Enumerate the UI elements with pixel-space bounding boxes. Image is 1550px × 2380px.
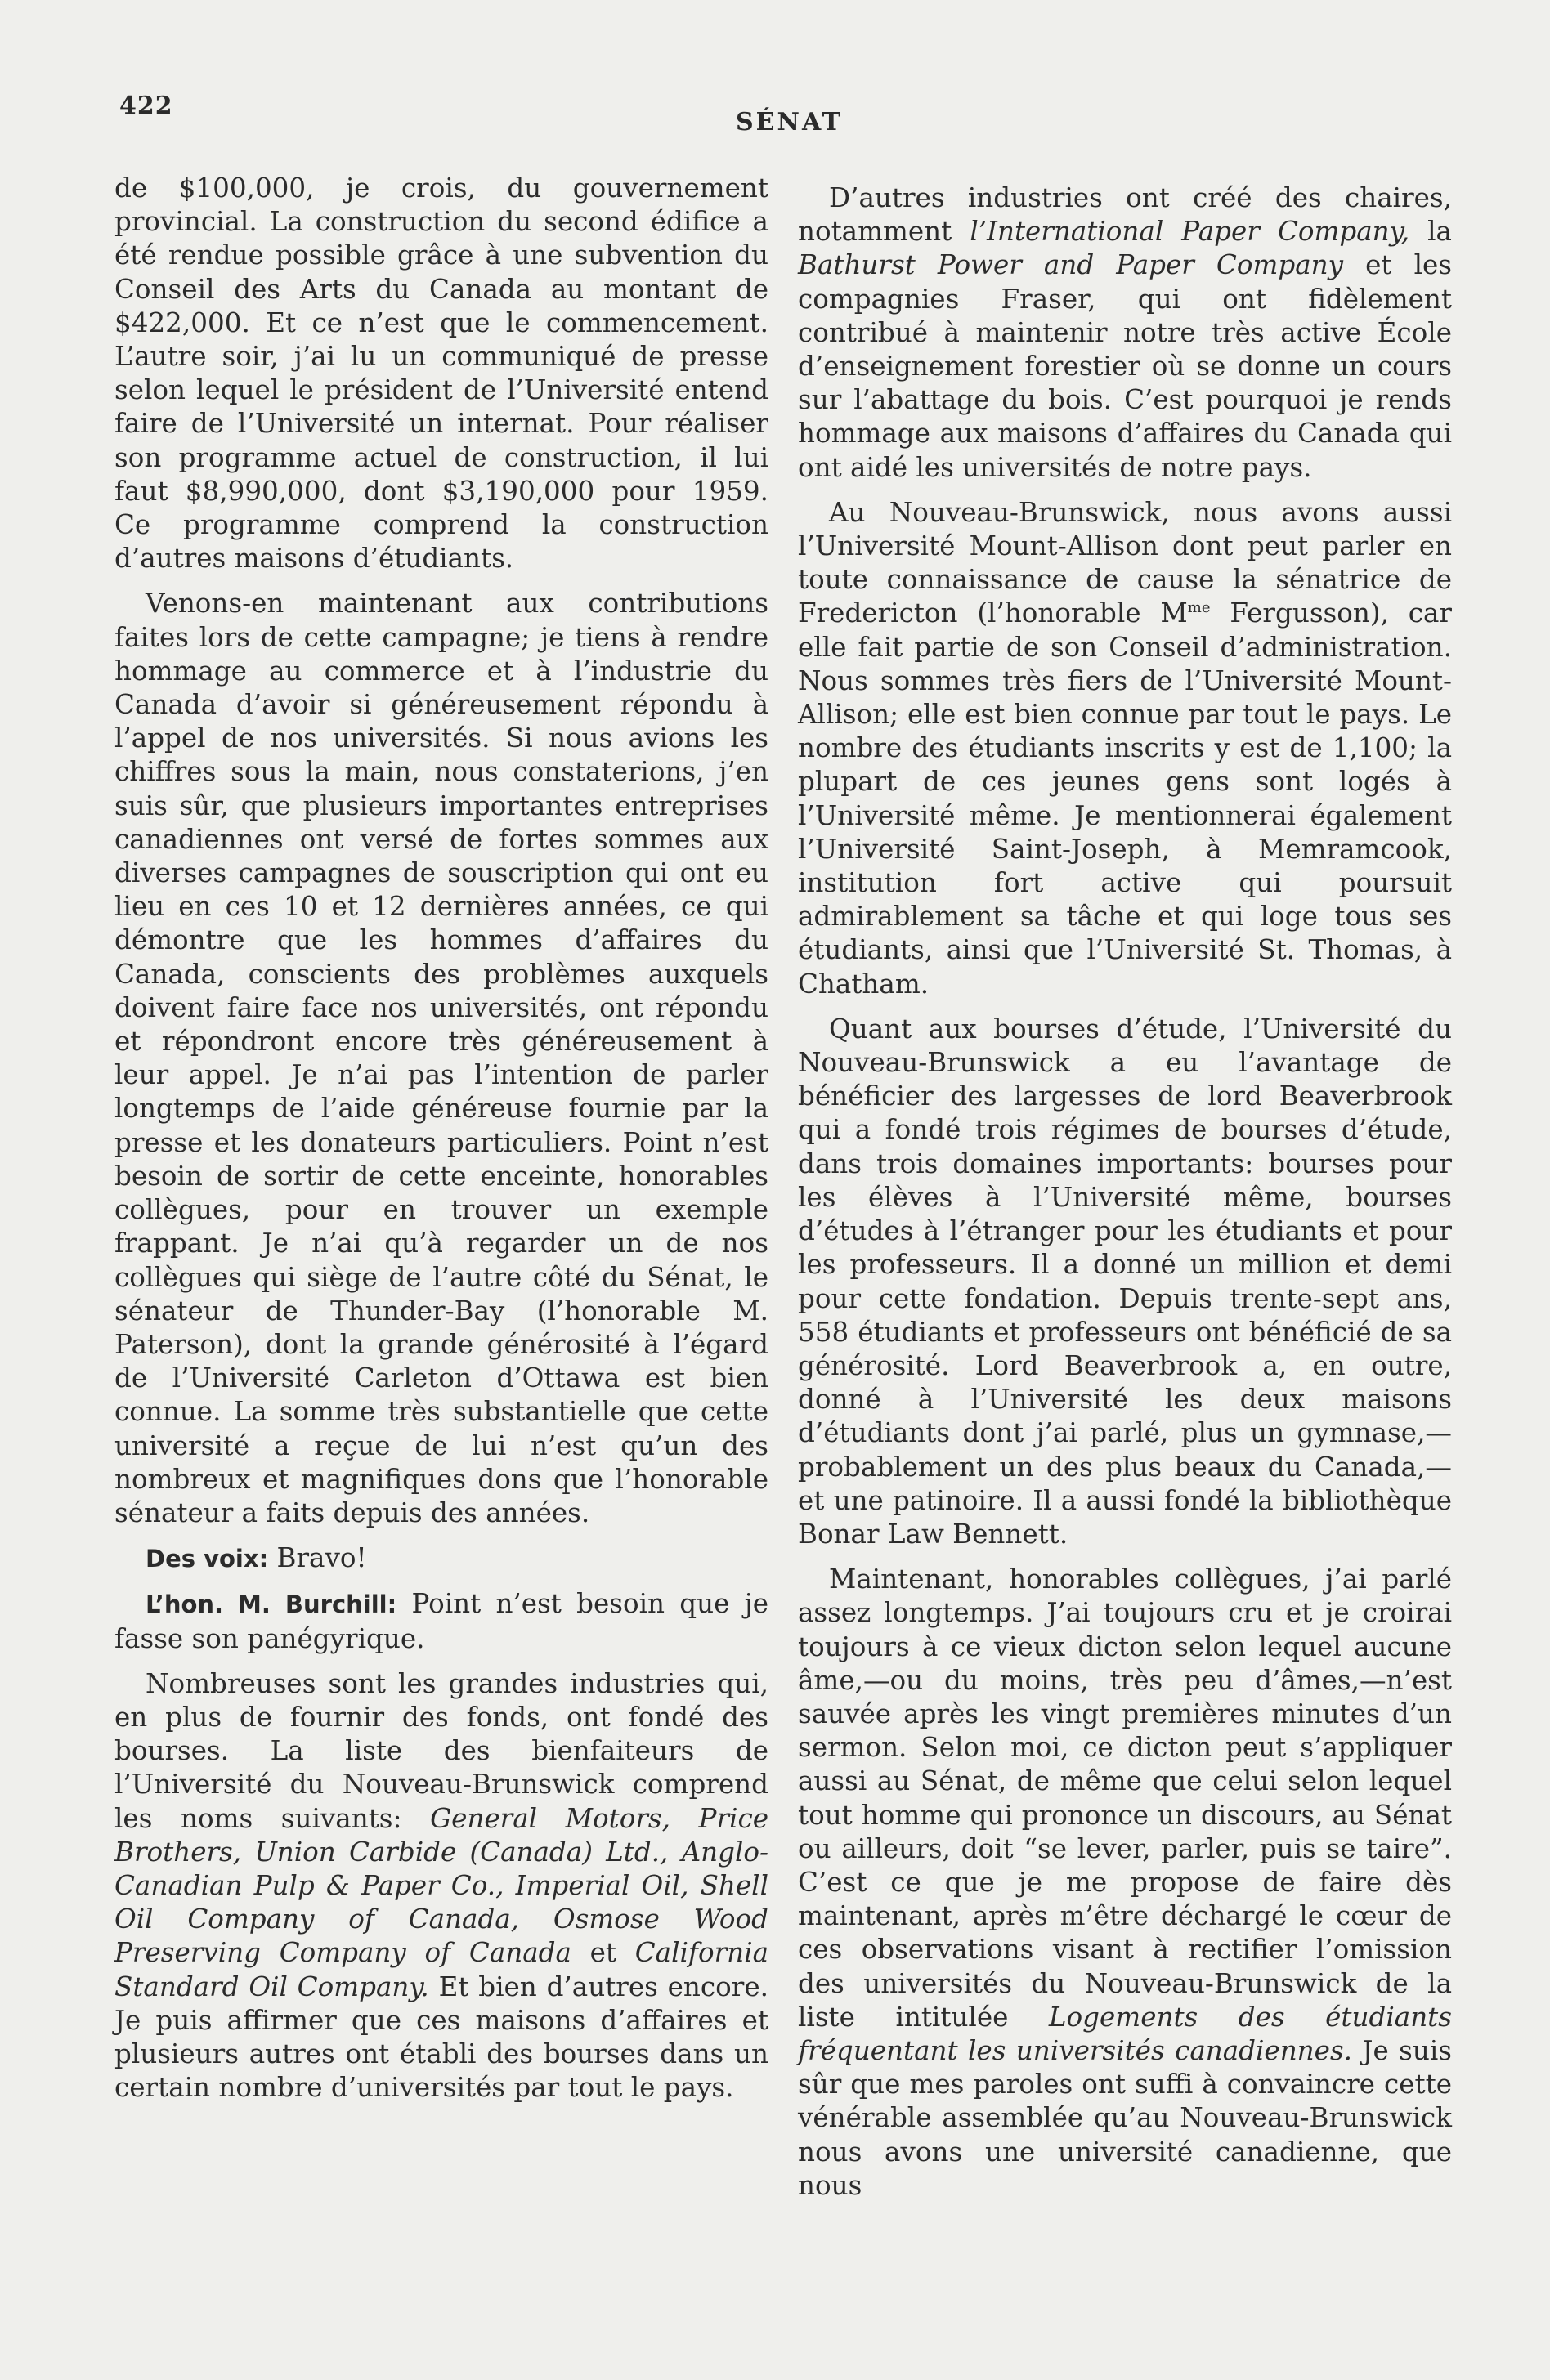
company-name: California Standard Oil Company. bbox=[114, 1937, 768, 2002]
paragraph: Venons-en maintenant aux contributions faites lors de cette campagne; je tiens à rendre hommage au commerce et à l’industrie du Canada d’avoir si généreusement répondu à l’appel de nos universités. Si nous avions les chiffres sous la main, nous constaterions, j’en suis sûr, que plusieurs importantes entreprises canadiennes ont versé de fortes sommes aux diverses campagnes de souscription qui ont eu lieu en ces 10 et 12 dernières années, ce qui démontre que les hommes d’affaires du Canada, conscients des problèmes auxquels doivent faire face nos universités, ont répondu et répondront encore très généreusement à leur appel. Je n’ai pas l’intention de parler longtemps de l’aide généreuse fournie par la presse et les donateurs particuliers. Point n’est besoin de sortir de cette enceinte, honorables collègues, pour en trouver un exemple frappant. Je n’ai qu’à regarder un de nos collègues qui siège de l’autre côté du Sénat, le sénateur de Thunder-Bay (l’honorable M. Paterson), dont la grande générosité à l’égard de l’Université Carleton d’Ottawa est bien connue. La somme très substantielle que cette université a reçue de lui n’est qu’un des nombreux et magnifiques dons que l’honorable sénateur a faits depuis des années. bbox=[114, 588, 768, 1528]
speech-text: Point n’est besoin que je fasse son panégyrique. bbox=[114, 1588, 768, 1654]
list-title: Logements des étudiants fréquentant les universités canadiennes. bbox=[798, 2001, 1452, 2066]
text-run: Et bien d’autres encore. Je puis affirmer que ces maisons d’affaires et plusieurs autres ont établi des bourses dans un certain nombre d’universités par tout le pays. bbox=[114, 1971, 768, 2104]
paragraph bbox=[114, 1587, 768, 1655]
paragraph: Quant aux bourses d’étude, l’Université du Nouveau-Brunswick a eu l’avantage de bénéficier des largesses de lord Beaverbrook qui a fondé trois régimes de bourses d’étude, dans trois domaines importants: bourses pour les élèves à l’Université même, bourses d’études à l’étranger pour les étudiants et pour les professeurs. Il a donné un million et demi pour cette fondation. Depuis trente-sept ans, 558 étudiants et professeurs ont bénéficié de sa générosité. Lord Beaverbrook a, en outre, donné à l’Université les deux maisons d’étudiants dont j’ai parlé, plus un gymnase,—probablement un des plus beaux du Canada,—et une patinoire. Il a aussi fondé la bibliothèque Bonar Law Bennett. bbox=[798, 1013, 1452, 1550]
text-run: Au Nouveau-Brunswick, nous avons aussi l’Université Mount-Allison dont peut parler en toute connaissance de cause la sénatrice de Fredericton (l’honorable M bbox=[798, 496, 1452, 629]
left-column bbox=[114, 172, 768, 2116]
paragraph bbox=[114, 1541, 768, 1576]
speaker-name: L’hon. M. Burchill: bbox=[146, 1590, 397, 1619]
paragraph bbox=[114, 1667, 768, 2105]
text-run: Nombreuses sont les grandes industries qui, en plus de fournir des fonds, ont fondé des bourses. La liste des bienfaiteurs de l’Université du Nouveau-Brunswick comprend les noms suivants: bbox=[114, 1667, 768, 1834]
superscript: me bbox=[1187, 599, 1211, 617]
text-run: et bbox=[571, 1937, 635, 1969]
text-run: la bbox=[1409, 216, 1452, 248]
text-run: D’autres industries ont créé des chaires, notamment bbox=[798, 182, 1452, 248]
paragraph: de $100,000, je crois, du gouvernement provincial. La construction du second édifice a été rendue possible grâce à une subvention du Conseil des Arts du Canada au montant de $422,000. Et ce n’est que le commencement. L’autre soir, j’ai lu un communiqué de presse selon lequel le président de l’Université entend faire de l’Université un internat. Pour réaliser son programme actuel de construction, il lui faut $8,990,000, dont $3,190,000 pour 1959. Ce programme comprend la construction d’autres maisons d’étudiants. bbox=[114, 172, 768, 575]
paragraph bbox=[798, 496, 1452, 1001]
text-run: Je suis sûr que mes paroles ont suffi à convaincre cette vénérable assemblée qu’au Nouveau-Brunswick nous avons une université canadienne, que nous bbox=[798, 2034, 1452, 2201]
paragraph bbox=[798, 1563, 1452, 2203]
right-column bbox=[798, 181, 1452, 2214]
company-name: Bathurst Power and Paper Company bbox=[798, 249, 1344, 281]
text-run: et les compagnies Fraser, qui ont fidèlement contribué à maintenir notre très active École d’enseignement forestier où se donne un cours sur l’abattage du bois. C’est pourquoi je rends hommage aux maisons d’affaires du Canada qui ont aidé les universités de notre pays. bbox=[798, 249, 1452, 483]
running-head: SÉNAT bbox=[736, 108, 843, 136]
page-number: 422 bbox=[119, 92, 173, 120]
company-list: General Motors, Price Brothers, Union Carbide (Canada) Ltd., Anglo-Canadian Pulp & Paper Co., Imperial Oil, Shell Oil Company of Canada, Osmose Wood Preserving Company of Canada bbox=[114, 1802, 768, 1969]
text-run: Fergusson), car elle fait partie de son Conseil d’administration. Nous sommes très fiers de l’Université Mount-Allison; elle est bien connue par tout le pays. Le nombre des étudiants inscrits y est de 1,100; la plupart de ces jeunes gens sont logés à l’Université même. Je mentionnerai également l’Université Saint-Joseph, à Memramcook, institution fort active qui poursuit admirablement sa tâche et qui loge tous ses étudiants, ainsi que l’Université St. Thomas, à Chatham. bbox=[798, 597, 1453, 1000]
paragraph bbox=[798, 181, 1452, 485]
company-name: l’International Paper Company, bbox=[970, 216, 1410, 248]
speech-text: Bravo! bbox=[268, 1542, 367, 1574]
speaker-name: Des voix: bbox=[146, 1545, 269, 1573]
text-run: Maintenant, honorables collègues, j’ai parlé assez longtemps. J’ai toujours cru et je croirai toujours à ce vieux dicton selon lequel aucune âme,—ou du moins, très peu d’âmes,—n’est sauvée après les vingt premières minutes d’un sermon. Selon moi, ce dicton peut s’appliquer aussi au Sénat, de même que celui selon lequel tout homme qui prononce un discours, au Sénat ou ailleurs, doit “se lever, parler, puis se taire”. C’est ce que je me propose de faire dès maintenant, après m’être déchargé le cœur de ces observations visant à rectifier l’omission des universités du Nouveau-Brunswick de la liste intitulée bbox=[798, 1564, 1452, 2033]
